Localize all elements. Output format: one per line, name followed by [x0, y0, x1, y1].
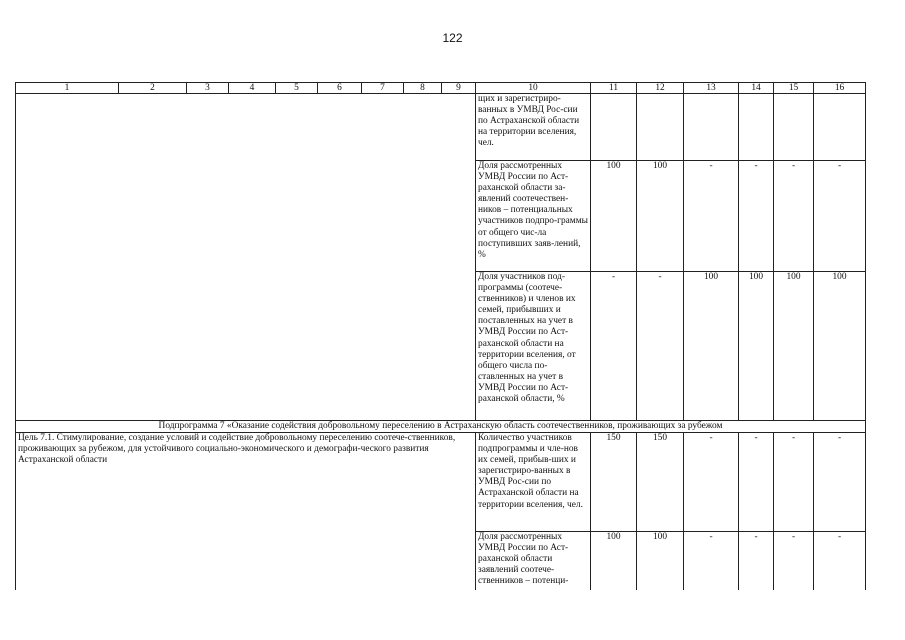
- value-cell: -: [739, 161, 774, 272]
- value-cell: -: [637, 272, 684, 421]
- column-number: 9: [442, 83, 476, 94]
- indicators-table: [15, 82, 866, 590]
- value-cell: 100: [774, 272, 814, 421]
- value-cell: -: [774, 433, 814, 532]
- column-number: 7: [362, 83, 404, 94]
- table-row: [16, 433, 866, 532]
- value-cell: 150: [591, 433, 637, 532]
- value-cell: 150: [637, 433, 684, 532]
- value-cell: 100: [591, 161, 637, 272]
- column-number: 16: [814, 83, 866, 94]
- value-cell: 100: [591, 532, 637, 591]
- page-number: 122: [442, 31, 463, 45]
- value-cell: [637, 94, 684, 161]
- column-number: 5: [276, 83, 318, 94]
- indicator-cell: Доля участников под-программы (соотече-ственников) и членов их семей, прибывших и поставленных на учет в УМВД России по Аст-раханской области на территории вселения, от общего числа по-ставленных на учет в УМВД России по Аст-раханской области, %: [476, 272, 591, 421]
- value-cell: -: [684, 161, 739, 272]
- column-number: 2: [119, 83, 187, 94]
- value-cell: [684, 94, 739, 161]
- value-cell: 100: [637, 532, 684, 591]
- column-number: 12: [637, 83, 684, 94]
- indicator-cell: Доля рассмотренных УМВД России по Аст-раханской области за-явлений соотечествен-ников – потенциальных участников подпро-граммы от общего чис-ла поступивших заяв-лений, %: [476, 161, 591, 272]
- value-cell: -: [814, 161, 866, 272]
- column-number: 4: [229, 83, 276, 94]
- indicator-cell: щих и зарегистриро-ванных в УМВД Рос-сии по Астраханской области на территории вселения, чел.: [476, 94, 591, 161]
- value-cell: -: [684, 433, 739, 532]
- value-cell: [739, 94, 774, 161]
- goal-cell: Цель 7.1. Стимулирование, создание условий и содействие добровольному переселению соотече-ственников, проживающих за рубежом, для устойчивого социально-экономического и демографи-ческого развития Астраханской области: [16, 433, 476, 591]
- column-number: 10: [476, 83, 591, 94]
- column-number: 11: [591, 83, 637, 94]
- column-number: 3: [187, 83, 229, 94]
- column-number: 15: [774, 83, 814, 94]
- column-number-row: [16, 83, 866, 94]
- subprogram-row: [16, 421, 866, 433]
- value-cell: -: [591, 272, 637, 421]
- value-cell: 100: [684, 272, 739, 421]
- column-number: 1: [16, 83, 119, 94]
- value-cell: [591, 94, 637, 161]
- value-cell: -: [739, 433, 774, 532]
- indicator-cell: Количество участников подпрограммы и чле-нов их семей, прибыв-ших и зарегистриро-ванных в УМВД Рос-сии по Астраханской области на территории вселения, чел.: [476, 433, 591, 532]
- value-cell: -: [684, 532, 739, 591]
- column-number: 6: [318, 83, 362, 94]
- value-cell: -: [814, 532, 866, 591]
- value-cell: 100: [814, 272, 866, 421]
- table-row: [16, 94, 866, 161]
- subprogram-title: Подпрограмма 7 «Оказание содействия добровольному переселению в Астраханскую область соотечественников, проживающих за рубежом: [16, 421, 866, 433]
- indicator-cell: Доля рассмотренных УМВД России по Аст-раханской области заявлений соотече-ственников – потенци-: [476, 532, 591, 591]
- column-number: 13: [684, 83, 739, 94]
- value-cell: [814, 94, 866, 161]
- column-number: 14: [739, 83, 774, 94]
- value-cell: -: [814, 433, 866, 532]
- value-cell: [774, 94, 814, 161]
- value-cell: -: [774, 161, 814, 272]
- value-cell: -: [739, 532, 774, 591]
- value-cell: 100: [637, 161, 684, 272]
- value-cell: 100: [739, 272, 774, 421]
- empty-goal-cell: [16, 94, 476, 421]
- column-number: 8: [404, 83, 442, 94]
- value-cell: -: [774, 532, 814, 591]
